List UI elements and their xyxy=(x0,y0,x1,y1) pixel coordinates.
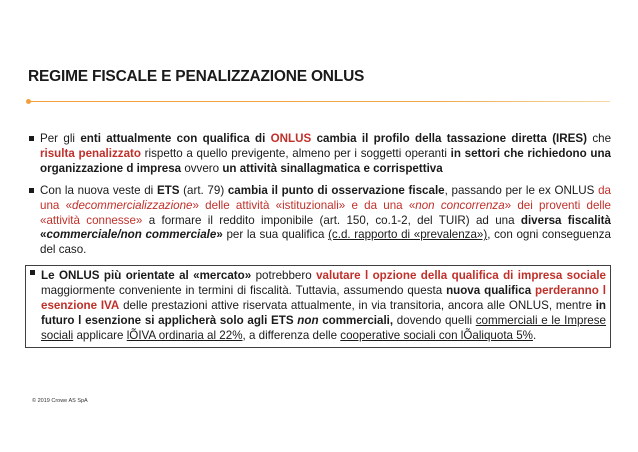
text: rispetto a quello previgente, almeno per i soggetti operanti xyxy=(140,146,451,160)
text: Con la nuova veste di xyxy=(40,183,157,197)
page-title: REGIME FISCALE E PENALIZZAZIONE ONLUS xyxy=(28,68,365,85)
text-bold: commerciali, xyxy=(318,313,394,327)
text-bold: diversa fiscalità « xyxy=(40,213,611,242)
divider-dot xyxy=(26,99,31,104)
text: che xyxy=(586,132,612,145)
text-bold: enti attualmente con qualifica di xyxy=(80,132,271,145)
text-bold: in settori che richiedono una organizzazione d impresa xyxy=(40,146,612,175)
main-content xyxy=(29,132,611,355)
text-bold: » xyxy=(216,228,223,242)
text: . xyxy=(532,328,537,342)
bullet-ets-perspective xyxy=(29,184,611,259)
text: a formare il reddito imponibile (art. 150, co.1-2, del TUIR) ad una xyxy=(142,213,521,227)
text-bold: un attività sinallagmatica e corrispettiva xyxy=(222,161,443,175)
text: applicare xyxy=(73,328,127,342)
text-underlined: commerciali e le Imprese sociali xyxy=(41,313,606,342)
text: , passando per le ex ONLUS xyxy=(444,183,599,197)
text: ovvero xyxy=(181,161,223,175)
text-bold: cambia il punto di osservazione fiscale xyxy=(227,183,445,197)
text: potrebbero xyxy=(251,269,317,283)
text-bold-red: risulta penalizzato xyxy=(40,146,141,160)
text-red: » delle attività «istituzionali» e da una « xyxy=(192,198,416,212)
text-red: » dei proventi delle «attività connesse» xyxy=(40,198,611,227)
text-bold: Le ONLUS più orientate al «mercato» xyxy=(41,269,252,283)
text: , a differenza delle xyxy=(242,328,341,342)
text-bold: nuova qualifica xyxy=(446,284,532,298)
text: per la sua qualifica xyxy=(222,228,329,242)
bullet-social-enterprise-box xyxy=(25,265,611,348)
text: delle prestazioni attive riservata attualmente, in via transitoria, ancora alle ONLUS, mentre xyxy=(119,299,596,313)
text-bold-red: perderanno l esenzione IVA xyxy=(41,284,606,313)
text-red: da una « xyxy=(40,183,611,212)
text: Per gli xyxy=(40,132,81,145)
text-bold-red: valutare l opzione della qualifica di impresa sociale xyxy=(316,269,606,283)
bullet-onlus-taxation xyxy=(29,132,611,177)
bullet-square-icon xyxy=(29,136,34,141)
text-bold: in futuro l esenzione si applicherà solo agli ETS xyxy=(41,299,607,327)
text: dovendo quelli xyxy=(393,313,476,327)
text-bold: ETS xyxy=(156,183,180,197)
text-underlined: (c.d. rapporto di «prevalenza») xyxy=(328,228,488,242)
text-bold-italic: commerciale/non commerciale xyxy=(46,228,217,242)
text-underlined: lÕIVA ordinaria al 22% xyxy=(126,328,243,342)
copyright-footer: © 2019 Crowe AS SpA xyxy=(32,398,88,404)
bullet-square-icon xyxy=(29,188,34,193)
text: , con ogni conseguenza del caso. xyxy=(40,228,611,257)
text-red-italic: decommercializzazione xyxy=(72,198,193,212)
text: maggiormente conveniente in termini di fiscalità. Tuttavia, assumendo questa xyxy=(41,284,447,298)
text-bold: cambia il profilo della tassazione diretta (IRES) xyxy=(311,132,587,145)
title-divider xyxy=(28,101,610,102)
text-red-italic: non concorrenza xyxy=(415,198,505,212)
text-bold-red: ONLUS xyxy=(270,132,312,145)
text-bold-italic: non xyxy=(297,313,319,327)
text: (art. 79) xyxy=(179,183,228,197)
text-underlined: cooperative sociali con lÕaliquota 5% xyxy=(340,328,533,342)
bullet-square-icon xyxy=(30,270,35,275)
